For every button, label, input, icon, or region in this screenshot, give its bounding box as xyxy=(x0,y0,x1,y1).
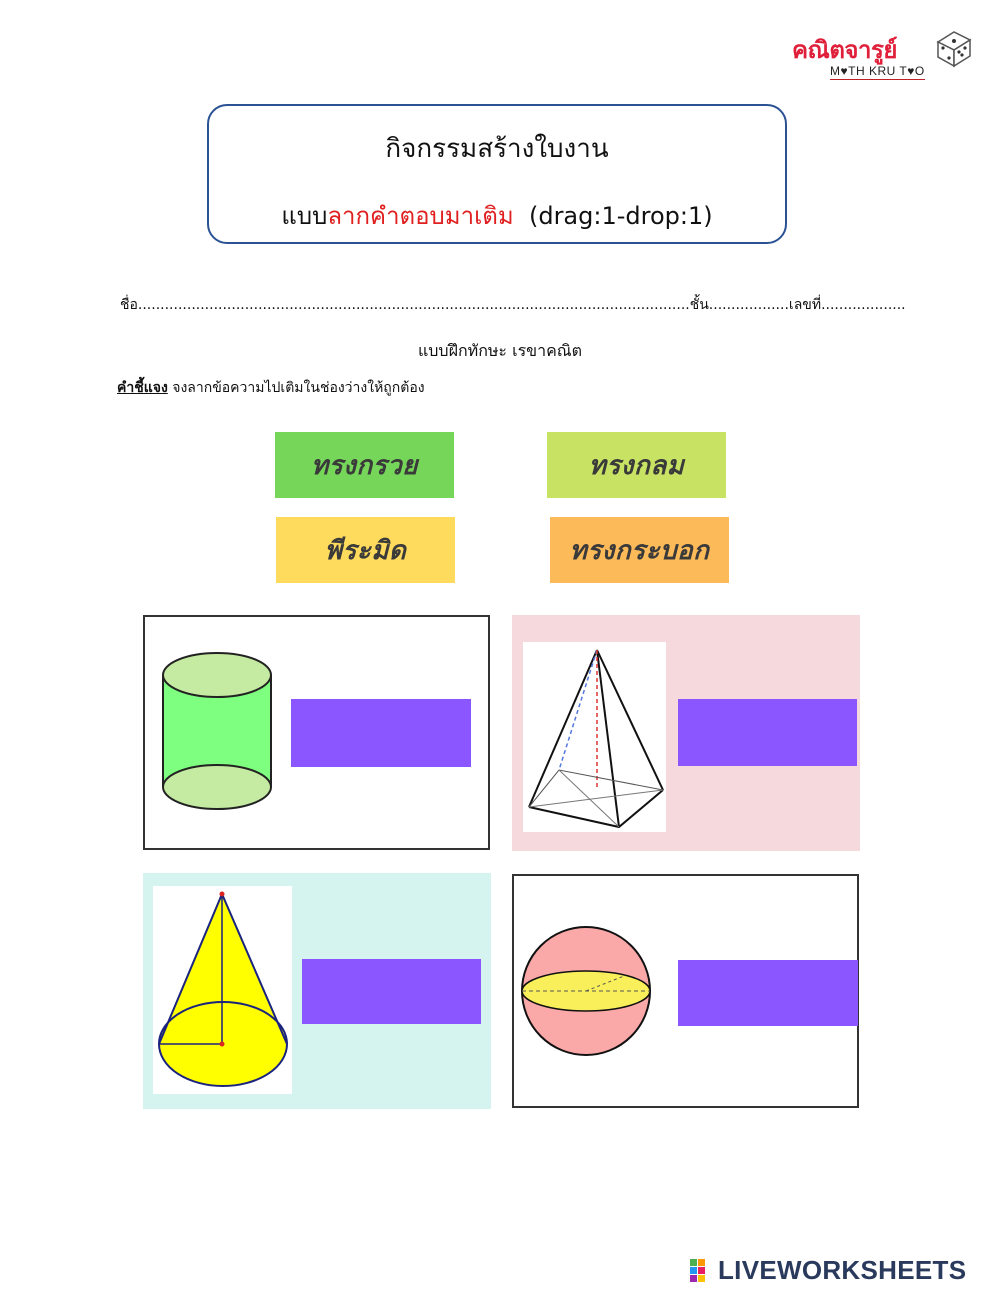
cylinder-icon xyxy=(159,647,275,817)
sphere-panel xyxy=(512,874,859,1108)
cylinder-drop-zone[interactable] xyxy=(291,699,471,767)
sphere-drop-zone[interactable] xyxy=(678,960,858,1026)
logo-brand-text: คณิตจารูย์ xyxy=(792,36,897,64)
cone-figure xyxy=(153,886,292,1094)
word-card-sphere[interactable]: ทรงกลม xyxy=(547,432,726,498)
liveworksheets-logo-icon xyxy=(690,1259,714,1283)
instruction-text: จงลากข้อความไปเติมในช่องว่างให้ถูกต้อง xyxy=(172,380,425,396)
worksheet-title: กิจกรรมสร้างใบงาน xyxy=(385,134,609,164)
cone-drop-zone[interactable] xyxy=(302,959,481,1024)
title-prefix: แบบ xyxy=(281,202,328,230)
instruction-label: คำชี้แจง xyxy=(117,380,168,396)
logo-tagline: M♥TH KRU T♥O xyxy=(830,64,925,78)
cone-icon xyxy=(153,886,292,1094)
pyramid-figure xyxy=(523,642,666,832)
pyramid-icon xyxy=(523,642,666,832)
title-suffix: (drag:1-drop:1) xyxy=(528,202,713,230)
exercise-subtitle: แบบฝึกทักษะ เรขาคณิต xyxy=(417,341,583,360)
liveworksheets-brand: LIVEWORKSHEETS xyxy=(718,1255,967,1285)
student-info-line: ชื่อ............................................................................................................................ชั้น..................เลขที่................... xyxy=(120,297,906,313)
word-card-cylinder[interactable]: ทรงกระบอก xyxy=(550,517,729,583)
title-highlight: ลากคำตอบมาเติม xyxy=(327,202,514,230)
brand-logo xyxy=(790,28,980,88)
pyramid-panel xyxy=(512,615,860,851)
pyramid-drop-zone[interactable] xyxy=(678,699,857,766)
word-card-pyramid[interactable]: พีระมิด xyxy=(276,517,455,583)
word-card-cone[interactable]: ทรงกรวย xyxy=(275,432,454,498)
sphere-icon xyxy=(520,924,654,1058)
title-box xyxy=(207,104,787,244)
worksheet-subtitle xyxy=(209,196,785,235)
cone-panel xyxy=(143,873,491,1109)
instruction xyxy=(117,377,425,399)
cylinder-panel xyxy=(143,615,490,850)
dice-icon xyxy=(932,28,974,68)
